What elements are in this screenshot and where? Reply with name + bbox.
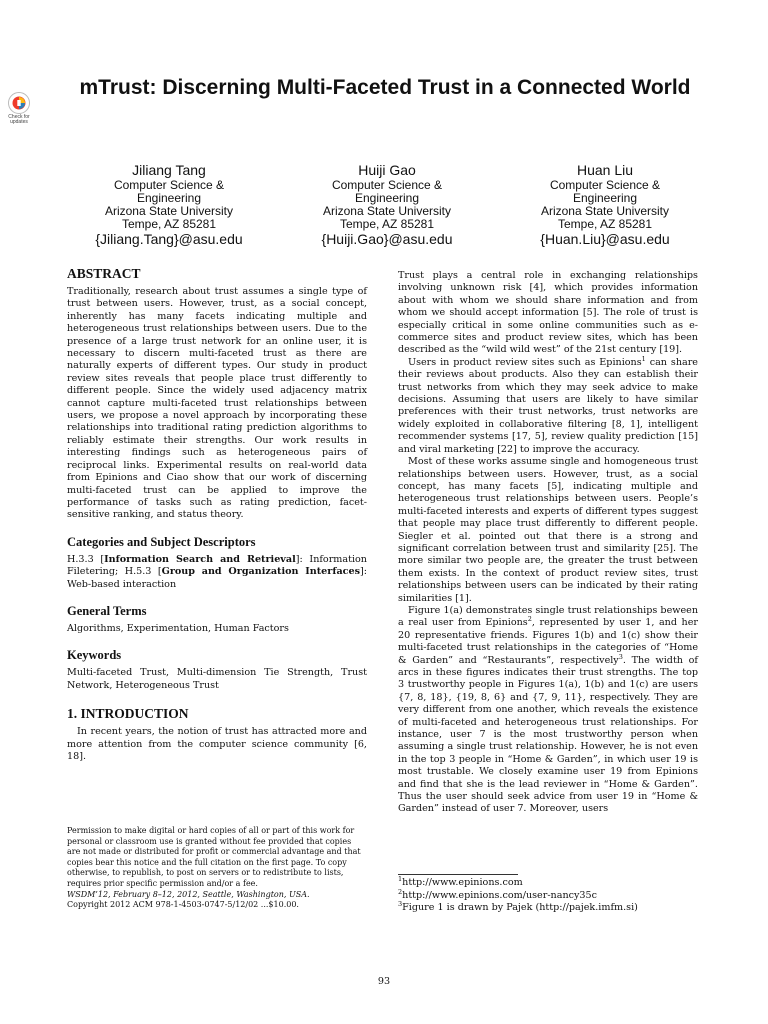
- footnote-item: $^3$Figure 1 is drawn by Pajek (http://pajek.imfm.si): [398, 899, 638, 913]
- abstract-text: Traditionally, research about trust assumes a single type of trust between users. However, trust, as a social concept, inherently has many facets indicating multiple and heterogeneous trust relationships between users. Due to the presence of a large trust network for an online user, it is necessary to discern multi-faceted trust as there are naturally experts of different types. Our study in product review sites reveals that people place trust differently to different people. Since the widely used adjacency matrix cannot capture multi-faceted trust relationships between users, we propose a novel approach by incorporating these relationships into traditional rating prediction algorithms to reliably estimate their strengths. Our work results in interesting findings such as heterogeneous pairs of reciprocal links. Experimental results on real-world data from Epinions and Ciao show that our work of discerning multi-faceted trust can be applied to improve the performance of tasks such as rating prediction, facet-sensitive ranking, and status theory.: [67, 286, 367, 521]
- keywords-text: Multi-faceted Trust, Multi-dimension Tie Strength, Trust Network, Heterogeneous Trust: [67, 667, 367, 691]
- paper-title: mTrust: Discerning Multi-Faceted Trust in a Connected World: [79, 76, 691, 99]
- footnote-item: $^2$http://www.epinions.com/user-nancy35c: [398, 887, 598, 901]
- footnote-item: $^1$http://www.epinions.com: [398, 874, 523, 888]
- author-dept: Engineering: [136, 191, 202, 205]
- conference-venue: WSDM’12, February 8–12, 2012, Seattle, Washington, USA.: [67, 889, 310, 899]
- categories-heading: Categories and Subject Descriptors: [67, 534, 256, 549]
- general-terms-heading: General Terms: [67, 603, 147, 618]
- author-block: [60, 162, 714, 248]
- footnotes: [398, 874, 698, 915]
- right-column: [398, 270, 698, 816]
- footnote-mark[interactable]: 3: [618, 652, 623, 661]
- author-email: {Huiji.Gao}@asu.edu: [321, 231, 453, 247]
- author-email: {Jiliang.Tang}@asu.edu: [95, 231, 243, 247]
- author-dept: Engineering: [572, 191, 638, 205]
- author-location: Tempe, AZ 85281: [339, 217, 435, 231]
- intro-paragraph: Most of these works assume single and homogeneous trust relationships between users. However, trust, as a social concept, has many facets [5], indicating multiple and heterogeneous trust relationships between users. People’s multi-faceted interests and experts of different types suggest that people may place trust differently to different people. Siegler et al. pointed out that there is a strong and significant correlation between trust and similarity [25]. The more similar two people are, the greater the trust between them exists. In the context of product review sites, trust relationships between users can be indicated by their rating similarities [1].: [398, 456, 698, 604]
- author-dept: Engineering: [354, 191, 420, 205]
- general-terms-text: Algorithms, Experimentation, Human Factors: [67, 622, 289, 634]
- author-university: Arizona State University: [322, 204, 452, 218]
- copyright-line: Copyright 2012 ACM 978-1-4503-0747-5/12/02 ...$10.00.: [67, 900, 299, 910]
- author-1: [60, 162, 278, 248]
- intro-paragraph: In recent years, the notion of trust has attracted more and more attention from the computer science community [6, 18].: [67, 726, 367, 762]
- author-email: {Huan.Liu}@asu.edu: [540, 231, 670, 247]
- page-number: 93: [377, 976, 391, 987]
- author-location: Tempe, AZ 85281: [121, 217, 217, 231]
- author-location: Tempe, AZ 85281: [557, 217, 653, 231]
- abstract-heading: ABSTRACT: [67, 266, 141, 281]
- footnote-link[interactable]: http://www.epinions.com: [402, 877, 523, 888]
- author-name: Jiliang Tang: [132, 162, 206, 178]
- permission-notice: [67, 826, 367, 911]
- author-name: Huan Liu: [576, 162, 634, 178]
- footnote-divider: [398, 874, 518, 875]
- author-dept: Computer Science &: [549, 178, 661, 192]
- author-dept: Computer Science &: [331, 178, 443, 192]
- author-university: Arizona State University: [540, 204, 670, 218]
- categories-text: H.3.3 [Information Search and Retrieval]: Information Filetering; H.5.3 [Group and Organization Interfaces]: Web-based interaction: [67, 553, 368, 590]
- intro-paragraph: Trust plays a central role in exchanging relationships involving unknown risk [4], which provides information about with whom we should share information and from whom we should accept information [5]. The role of trust is especially critical in some online communities such as e-commerce sites and product review sites, which has been described as the “wild wild west” of the 21st century [19].: [398, 270, 698, 356]
- intro-paragraph: Figure 1(a) demonstrates single trust relationships beween a real user from Epinions$^2$, represented by user 1, and her 20 representative friends. Figures 1(b) and 1(c) show their multi-faceted trust relationships in the categories of “Home & Garden” and “Restaurants”, respectively$^3$. The width of arcs in these figures indicates their trust strengths. The top 3 trustworthy people in Figures 1(a), 1(b) and 1(c) are users {7, 8, 18}, {19, 8, 6} and {7, 9, 11}, respectively. They are very different from one another, which reveals the existence of multi-faceted and heterogeneous trust relationships. For instance, user 7 is the most trustworthy person when assuming a single trust relationship. However, he is not even in the top 3 people in “Home & Garden”, in which user 19 is most trustable. We closely examine user 19 from Epinions and find that she is the lead reviewer in “Home & Garden”. Thus the user should seek advice from user 19 in “Home & Garden” instead of user 7. Moreover, users: [398, 604, 698, 815]
- permission-text: Permission to make digital or hard copies of all or part of this work for personal or classroom use is granted without fee provided that copies are not made or distributed for profit or commercial advantage and that copies bear this notice and the full citation on the first page. To copy otherwise, to republish, to post on servers or to redistribute to lists, requires prior specific permission and/or a fee.: [67, 826, 361, 888]
- intro-paragraph: Users in product review sites such as Epinions$^1$ can share their reviews about products. Also they can establish their trust networks from which they may seek advice to make decisions. Assuming that users are likely to have similar preferences with their trust networks, trust networks are widely exploited in collaborative filtering [8, 1], intelligent recommender systems [17, 5], review quality prediction [15] and viral marketing [22] to improve the accuracy.: [398, 354, 698, 455]
- footnote-mark[interactable]: 1: [641, 354, 646, 363]
- footnote-link[interactable]: http://www.epinions.com/user-nancy35c: [402, 889, 598, 901]
- keywords-heading: Keywords: [67, 648, 122, 663]
- author-3: [496, 162, 714, 248]
- crossmark-icon: [8, 92, 30, 114]
- author-name: Huiji Gao: [358, 162, 416, 178]
- badge-label: Check for updates: [8, 114, 30, 125]
- footnote-text: Figure 1 is drawn by Pajek (http://pajek.imfm.si): [402, 902, 638, 913]
- footnote-mark[interactable]: 2: [527, 615, 532, 624]
- check-for-updates-badge[interactable]: [6, 92, 32, 128]
- author-2: [278, 162, 496, 248]
- author-dept: Computer Science &: [113, 178, 225, 192]
- left-column: [67, 266, 367, 763]
- introduction-heading: 1. INTRODUCTION: [67, 706, 189, 722]
- author-university: Arizona State University: [104, 204, 234, 218]
